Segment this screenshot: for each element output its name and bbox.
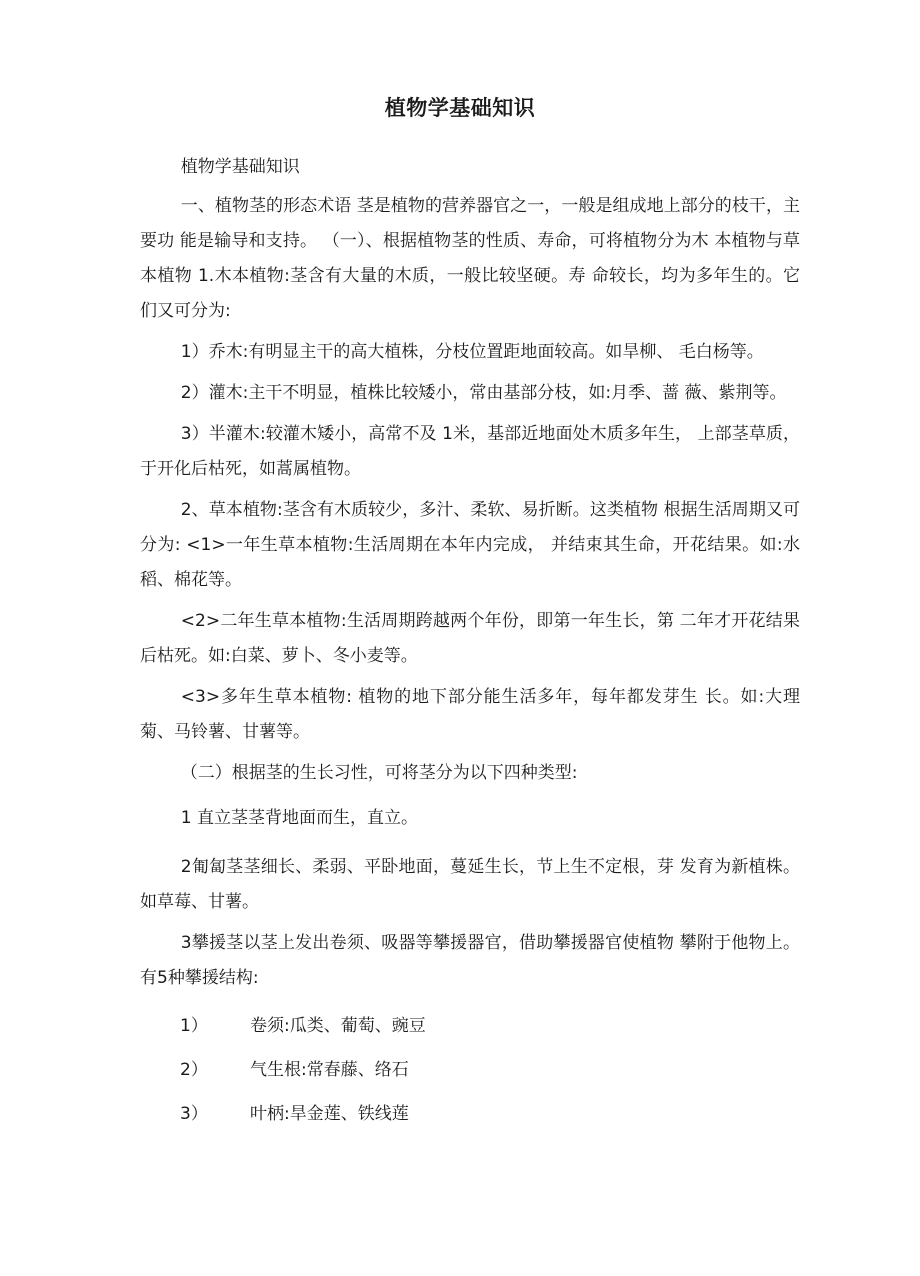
document-body (140, 150, 800, 1142)
paragraph-growth-habit: （二）根据茎的生长习性，可将茎分为以下四种类型: (180, 763, 578, 783)
list-item-number: 2） (180, 1060, 208, 1080)
list-item-number: 3） (180, 1104, 208, 1124)
list-item-text: 叶柄:旱金莲、铁线莲 (250, 1104, 409, 1124)
paragraph-tree: 1）乔木:有明显主干的高大植株，分枝位置距地面较高。如旱柳、 毛白杨等。 (180, 342, 764, 362)
paragraph-erect-stem: 1 直立茎茎背地面而生，直立。 (180, 808, 419, 828)
document-title: 植物学基础知识 (384, 96, 536, 120)
paragraph-subtitle: 植物学基础知识 (180, 157, 300, 177)
list-item-text: 气生根:常春藤、络石 (250, 1060, 409, 1080)
paragraph-perennial: <3>多年生草本植物: 植物的地下部分能生活多年，每年都发芽生 长。如:大理菊、马铃薯、甘薯等。 (140, 687, 800, 742)
paragraph-biennial: <2>二年生草本植物:生活周期跨越两个年份，即第一年生长，第 二年才开花结果后枯死。如:白菜、萝卜、冬小麦等。 (140, 611, 800, 666)
list-item-text: 卷须:瓜类、葡萄、豌豆 (250, 1016, 426, 1036)
paragraph-climbing-stem: 3攀援茎以茎上发出卷须、吸器等攀援器官，借助攀援器官使植物 攀附于他物上。有5种攀援结构: (140, 933, 800, 988)
list-item (140, 1010, 800, 1042)
paragraph-creeping-stem: 2匍匐茎茎细长、柔弱、平卧地面，蔓延生长，节上生不定根，芽 发育为新植株。如草莓、甘薯。 (140, 857, 800, 912)
paragraph-stem-terms: 一、植物茎的形态术语 茎是植物的营养器官之一，一般是组成地上部分的枝干，主要功 能是输导和支持。 （一）、根据植物茎的性质、寿命，可将植物分为木 本植物与草本植物 1.木本植物:茎含有大量的木质，一般比较坚硬。寿 命较长，均为多年生的。它们又可分为: (140, 196, 800, 321)
list-item (140, 1054, 800, 1086)
paragraph-shrub: 2）灌木:主干不明显，植株比较矮小，常由基部分枝，如:月季、蔷 薇、紫荆等。 (180, 383, 787, 403)
paragraph-subshrub: 3）半灌木:较灌木矮小，高常不及 1米，基部近地面处木质多年生， 上部茎草质，于开化后枯死，如蒿属植物。 (140, 424, 800, 479)
list-item-number: 1） (180, 1016, 208, 1036)
list-item (140, 1098, 800, 1130)
paragraph-herb: 2、草本植物:茎含有木质较少，多汁、柔软、易折断。这类植物 根据生活周期又可分为: <1>一年生草本植物:生活周期在本年内完成， 并结束其生命，开花结果。如:水稻、棉花等。 (140, 500, 800, 590)
